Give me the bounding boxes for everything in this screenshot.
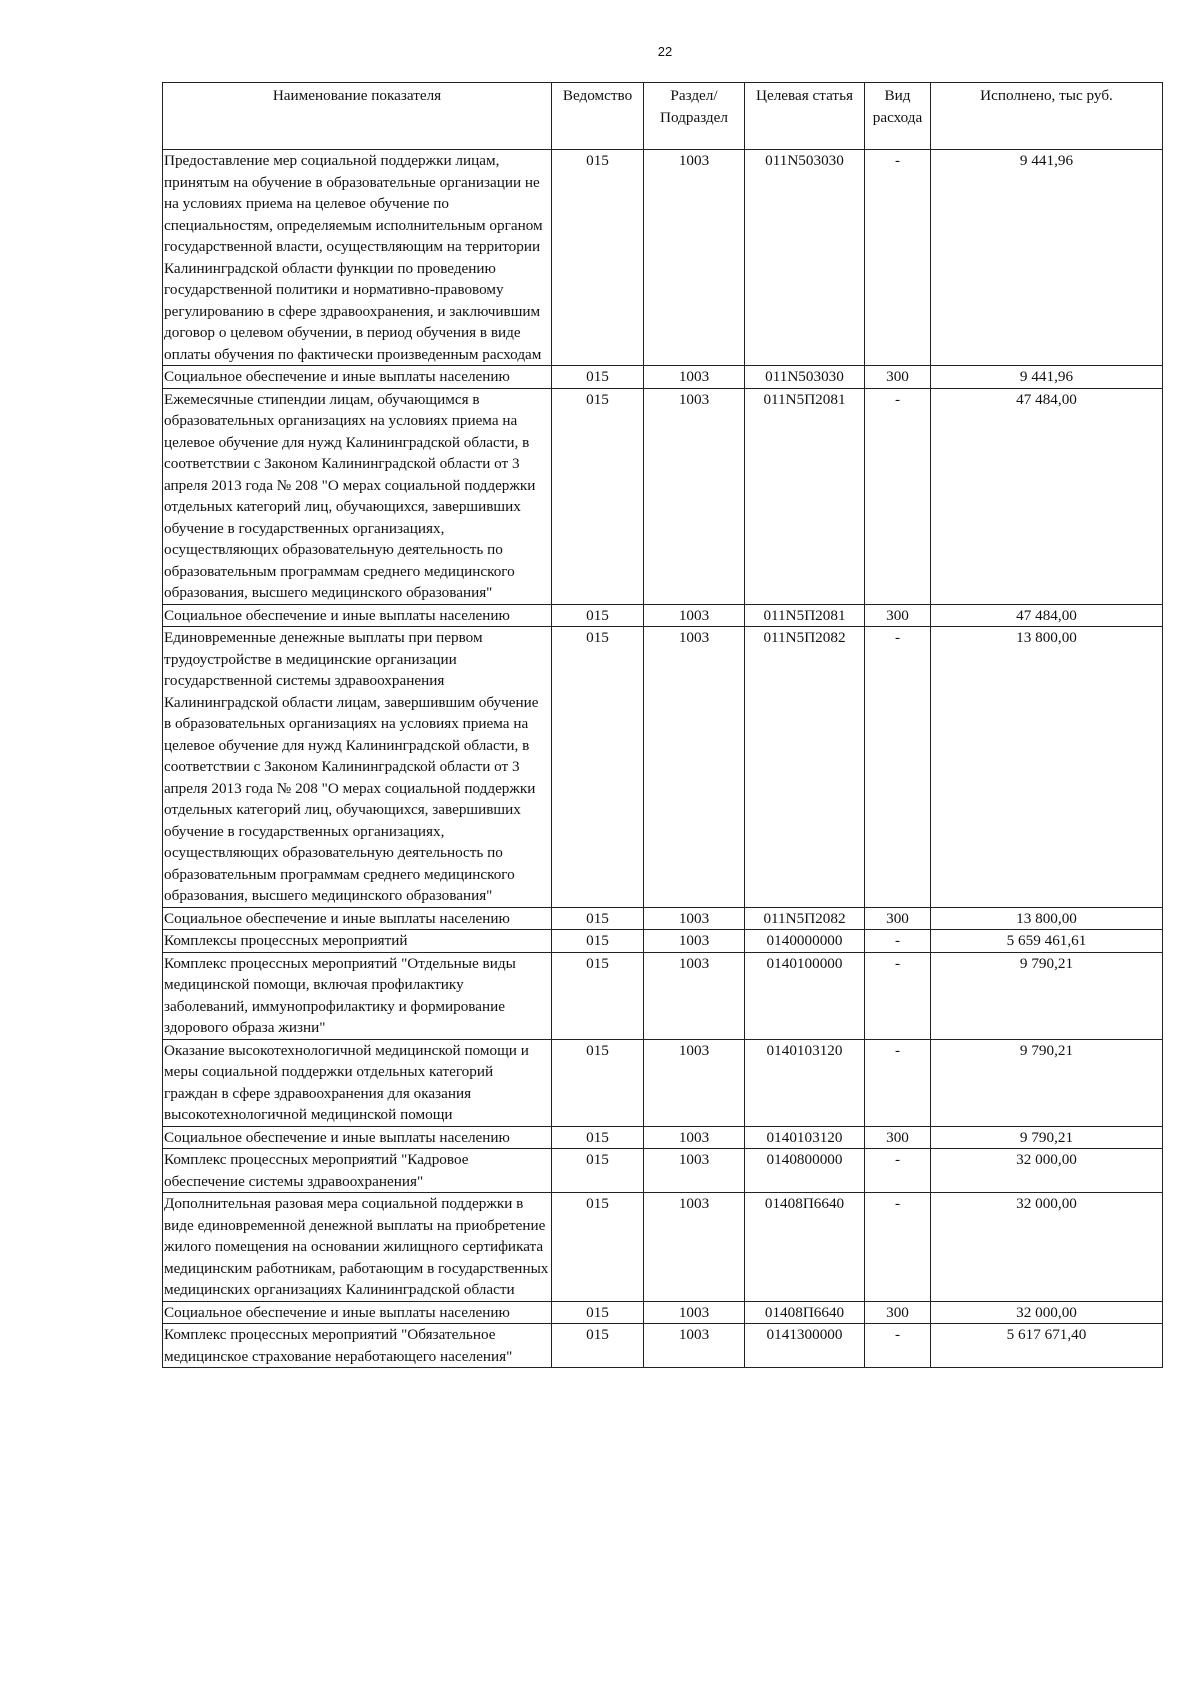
cell-indicator-name: Предоставление мер социальной поддержки лицам, принятым на обучение в образовательные организации не на условиях приема на целевое обучение по специальностям, определяемым исполнительным органом государственной власти, осуществляющим на территории Калининградской области функции по проведению государственной политики и нормативно-правовому регулированию в сфере здравоохранения, и заключившим договор о целевом обучении, в период обучения в виде оплаты обучения по фактически произведенным расходам <box>163 150 552 366</box>
table-row <box>163 930 1163 953</box>
header-department: Ведомство <box>552 83 644 150</box>
cell-department: 015 <box>552 388 644 604</box>
cell-target-article: 01408П6640 <box>745 1301 865 1324</box>
table-row <box>163 1149 1163 1193</box>
cell-expense-type: - <box>865 930 931 953</box>
cell-indicator-name: Оказание высокотехнологичной медицинской помощи и меры социальной поддержки отдельных категорий граждан в сфере здравоохранения для оказания высокотехнологичной медицинской помощи <box>163 1039 552 1126</box>
cell-target-article: 0140103120 <box>745 1039 865 1126</box>
cell-executed-amount: 9 790,21 <box>931 1039 1163 1126</box>
cell-section: 1003 <box>644 1193 745 1302</box>
cell-target-article: 0140100000 <box>745 952 865 1039</box>
cell-executed-amount: 47 484,00 <box>931 604 1163 627</box>
header-indicator-name: Наименование показателя <box>163 83 552 150</box>
cell-indicator-name: Комплексы процессных мероприятий <box>163 930 552 953</box>
cell-expense-type: 300 <box>865 604 931 627</box>
cell-section: 1003 <box>644 1301 745 1324</box>
table-row <box>163 627 1163 908</box>
table-row <box>163 1193 1163 1302</box>
cell-indicator-name: Единовременные денежные выплаты при первом трудоустройстве в медицинские организации государственной системы здравоохранения Калининградской области лицам, завершившим обучение в образовательных организациях на условиях приема на целевое обучение для нужд Калининградской области, в соответствии с Законом Калининградской области от 3 апреля 2013 года № 208 "О мерах социальной поддержки отдельных категорий лиц, обучающихся, завершивших обучение в государственных организациях, осуществляющих образовательную деятельность по образовательным программам среднего медицинского образования, высшего медицинского образования" <box>163 627 552 908</box>
table-row <box>163 1301 1163 1324</box>
cell-department: 015 <box>552 1324 644 1368</box>
header-section: Раздел/ Подраздел <box>644 83 745 150</box>
cell-target-article: 0140000000 <box>745 930 865 953</box>
cell-expense-type: - <box>865 1039 931 1126</box>
cell-executed-amount: 32 000,00 <box>931 1149 1163 1193</box>
cell-indicator-name: Социальное обеспечение и иные выплаты населению <box>163 604 552 627</box>
cell-department: 015 <box>552 1193 644 1302</box>
table-row <box>163 604 1163 627</box>
cell-target-article: 011N5П2081 <box>745 604 865 627</box>
cell-section: 1003 <box>644 952 745 1039</box>
cell-target-article: 011N5П2082 <box>745 907 865 930</box>
table-row <box>163 1039 1163 1126</box>
table-row <box>163 907 1163 930</box>
cell-department: 015 <box>552 1149 644 1193</box>
cell-executed-amount: 9 441,96 <box>931 366 1163 389</box>
cell-indicator-name: Комплекс процессных мероприятий "Кадровое обеспечение системы здравоохранения" <box>163 1149 552 1193</box>
table-row <box>163 1126 1163 1149</box>
cell-department: 015 <box>552 1039 644 1126</box>
header-expense-type: Вид расхода <box>865 83 931 150</box>
cell-executed-amount: 9 441,96 <box>931 150 1163 366</box>
cell-executed-amount: 9 790,21 <box>931 1126 1163 1149</box>
cell-target-article: 0140103120 <box>745 1126 865 1149</box>
page-number: 22 <box>657 44 673 59</box>
table-row <box>163 952 1163 1039</box>
cell-department: 015 <box>552 627 644 908</box>
cell-expense-type: - <box>865 388 931 604</box>
cell-indicator-name: Комплекс процессных мероприятий "Обязательное медицинское страхование неработающего населения" <box>163 1324 552 1368</box>
cell-section: 1003 <box>644 1324 745 1368</box>
cell-executed-amount: 32 000,00 <box>931 1301 1163 1324</box>
budget-execution-table <box>162 82 1163 1368</box>
cell-department: 015 <box>552 1301 644 1324</box>
cell-executed-amount: 47 484,00 <box>931 388 1163 604</box>
cell-department: 015 <box>552 952 644 1039</box>
cell-executed-amount: 13 800,00 <box>931 907 1163 930</box>
cell-target-article: 011N503030 <box>745 366 865 389</box>
cell-section: 1003 <box>644 1126 745 1149</box>
cell-section: 1003 <box>644 1149 745 1193</box>
cell-department: 015 <box>552 150 644 366</box>
cell-target-article: 0140800000 <box>745 1149 865 1193</box>
cell-department: 015 <box>552 604 644 627</box>
cell-indicator-name: Дополнительная разовая мера социальной поддержки в виде единовременной денежной выплаты на приобретение жилого помещения на основании жилищного сертификата медицинским работникам, работающим в государственных медицинских организациях Калининградской области <box>163 1193 552 1302</box>
cell-expense-type: 300 <box>865 1126 931 1149</box>
cell-executed-amount: 13 800,00 <box>931 627 1163 908</box>
header-executed-amount: Исполнено, тыс руб. <box>931 83 1163 150</box>
cell-section: 1003 <box>644 388 745 604</box>
cell-expense-type: - <box>865 1193 931 1302</box>
cell-indicator-name: Социальное обеспечение и иные выплаты населению <box>163 1301 552 1324</box>
cell-department: 015 <box>552 930 644 953</box>
cell-target-article: 0141300000 <box>745 1324 865 1368</box>
table-row <box>163 388 1163 604</box>
cell-expense-type: - <box>865 627 931 908</box>
table-row <box>163 150 1163 366</box>
cell-target-article: 011N5П2081 <box>745 388 865 604</box>
cell-department: 015 <box>552 366 644 389</box>
cell-expense-type: - <box>865 1149 931 1193</box>
cell-department: 015 <box>552 907 644 930</box>
table-row <box>163 366 1163 389</box>
cell-indicator-name: Социальное обеспечение и иные выплаты населению <box>163 366 552 389</box>
cell-executed-amount: 5 659 461,61 <box>931 930 1163 953</box>
cell-section: 1003 <box>644 907 745 930</box>
cell-section: 1003 <box>644 366 745 389</box>
cell-department: 015 <box>552 1126 644 1149</box>
cell-executed-amount: 32 000,00 <box>931 1193 1163 1302</box>
cell-expense-type: 300 <box>865 907 931 930</box>
cell-section: 1003 <box>644 150 745 366</box>
cell-expense-type: - <box>865 952 931 1039</box>
header-target-article: Целевая статья <box>745 83 865 150</box>
cell-expense-type: 300 <box>865 1301 931 1324</box>
cell-section: 1003 <box>644 1039 745 1126</box>
cell-expense-type: - <box>865 1324 931 1368</box>
cell-executed-amount: 9 790,21 <box>931 952 1163 1039</box>
cell-expense-type: - <box>865 150 931 366</box>
cell-indicator-name: Ежемесячные стипендии лицам, обучающимся в образовательных организациях на условиях приема на целевое обучение для нужд Калининградской области, в соответствии с Законом Калининградской области от 3 апреля 2013 года № 208 "О мерах социальной поддержки отдельных категорий лиц, обучающихся, завершивших обучение в государственных организациях, осуществляющих образовательную деятельность по образовательным программам среднего медицинского образования, высшего медицинского образования" <box>163 388 552 604</box>
cell-section: 1003 <box>644 930 745 953</box>
cell-target-article: 011N503030 <box>745 150 865 366</box>
table-header-row <box>163 83 1163 150</box>
cell-target-article: 011N5П2082 <box>745 627 865 908</box>
cell-indicator-name: Комплекс процессных мероприятий "Отдельные виды медицинской помощи, включая профилактику заболеваний, иммунопрофилактику и формирование здорового образа жизни" <box>163 952 552 1039</box>
cell-indicator-name: Социальное обеспечение и иные выплаты населению <box>163 1126 552 1149</box>
table-body <box>163 150 1163 1368</box>
table-row <box>163 1324 1163 1368</box>
cell-indicator-name: Социальное обеспечение и иные выплаты населению <box>163 907 552 930</box>
cell-section: 1003 <box>644 627 745 908</box>
cell-section: 1003 <box>644 604 745 627</box>
cell-expense-type: 300 <box>865 366 931 389</box>
cell-executed-amount: 5 617 671,40 <box>931 1324 1163 1368</box>
cell-target-article: 01408П6640 <box>745 1193 865 1302</box>
